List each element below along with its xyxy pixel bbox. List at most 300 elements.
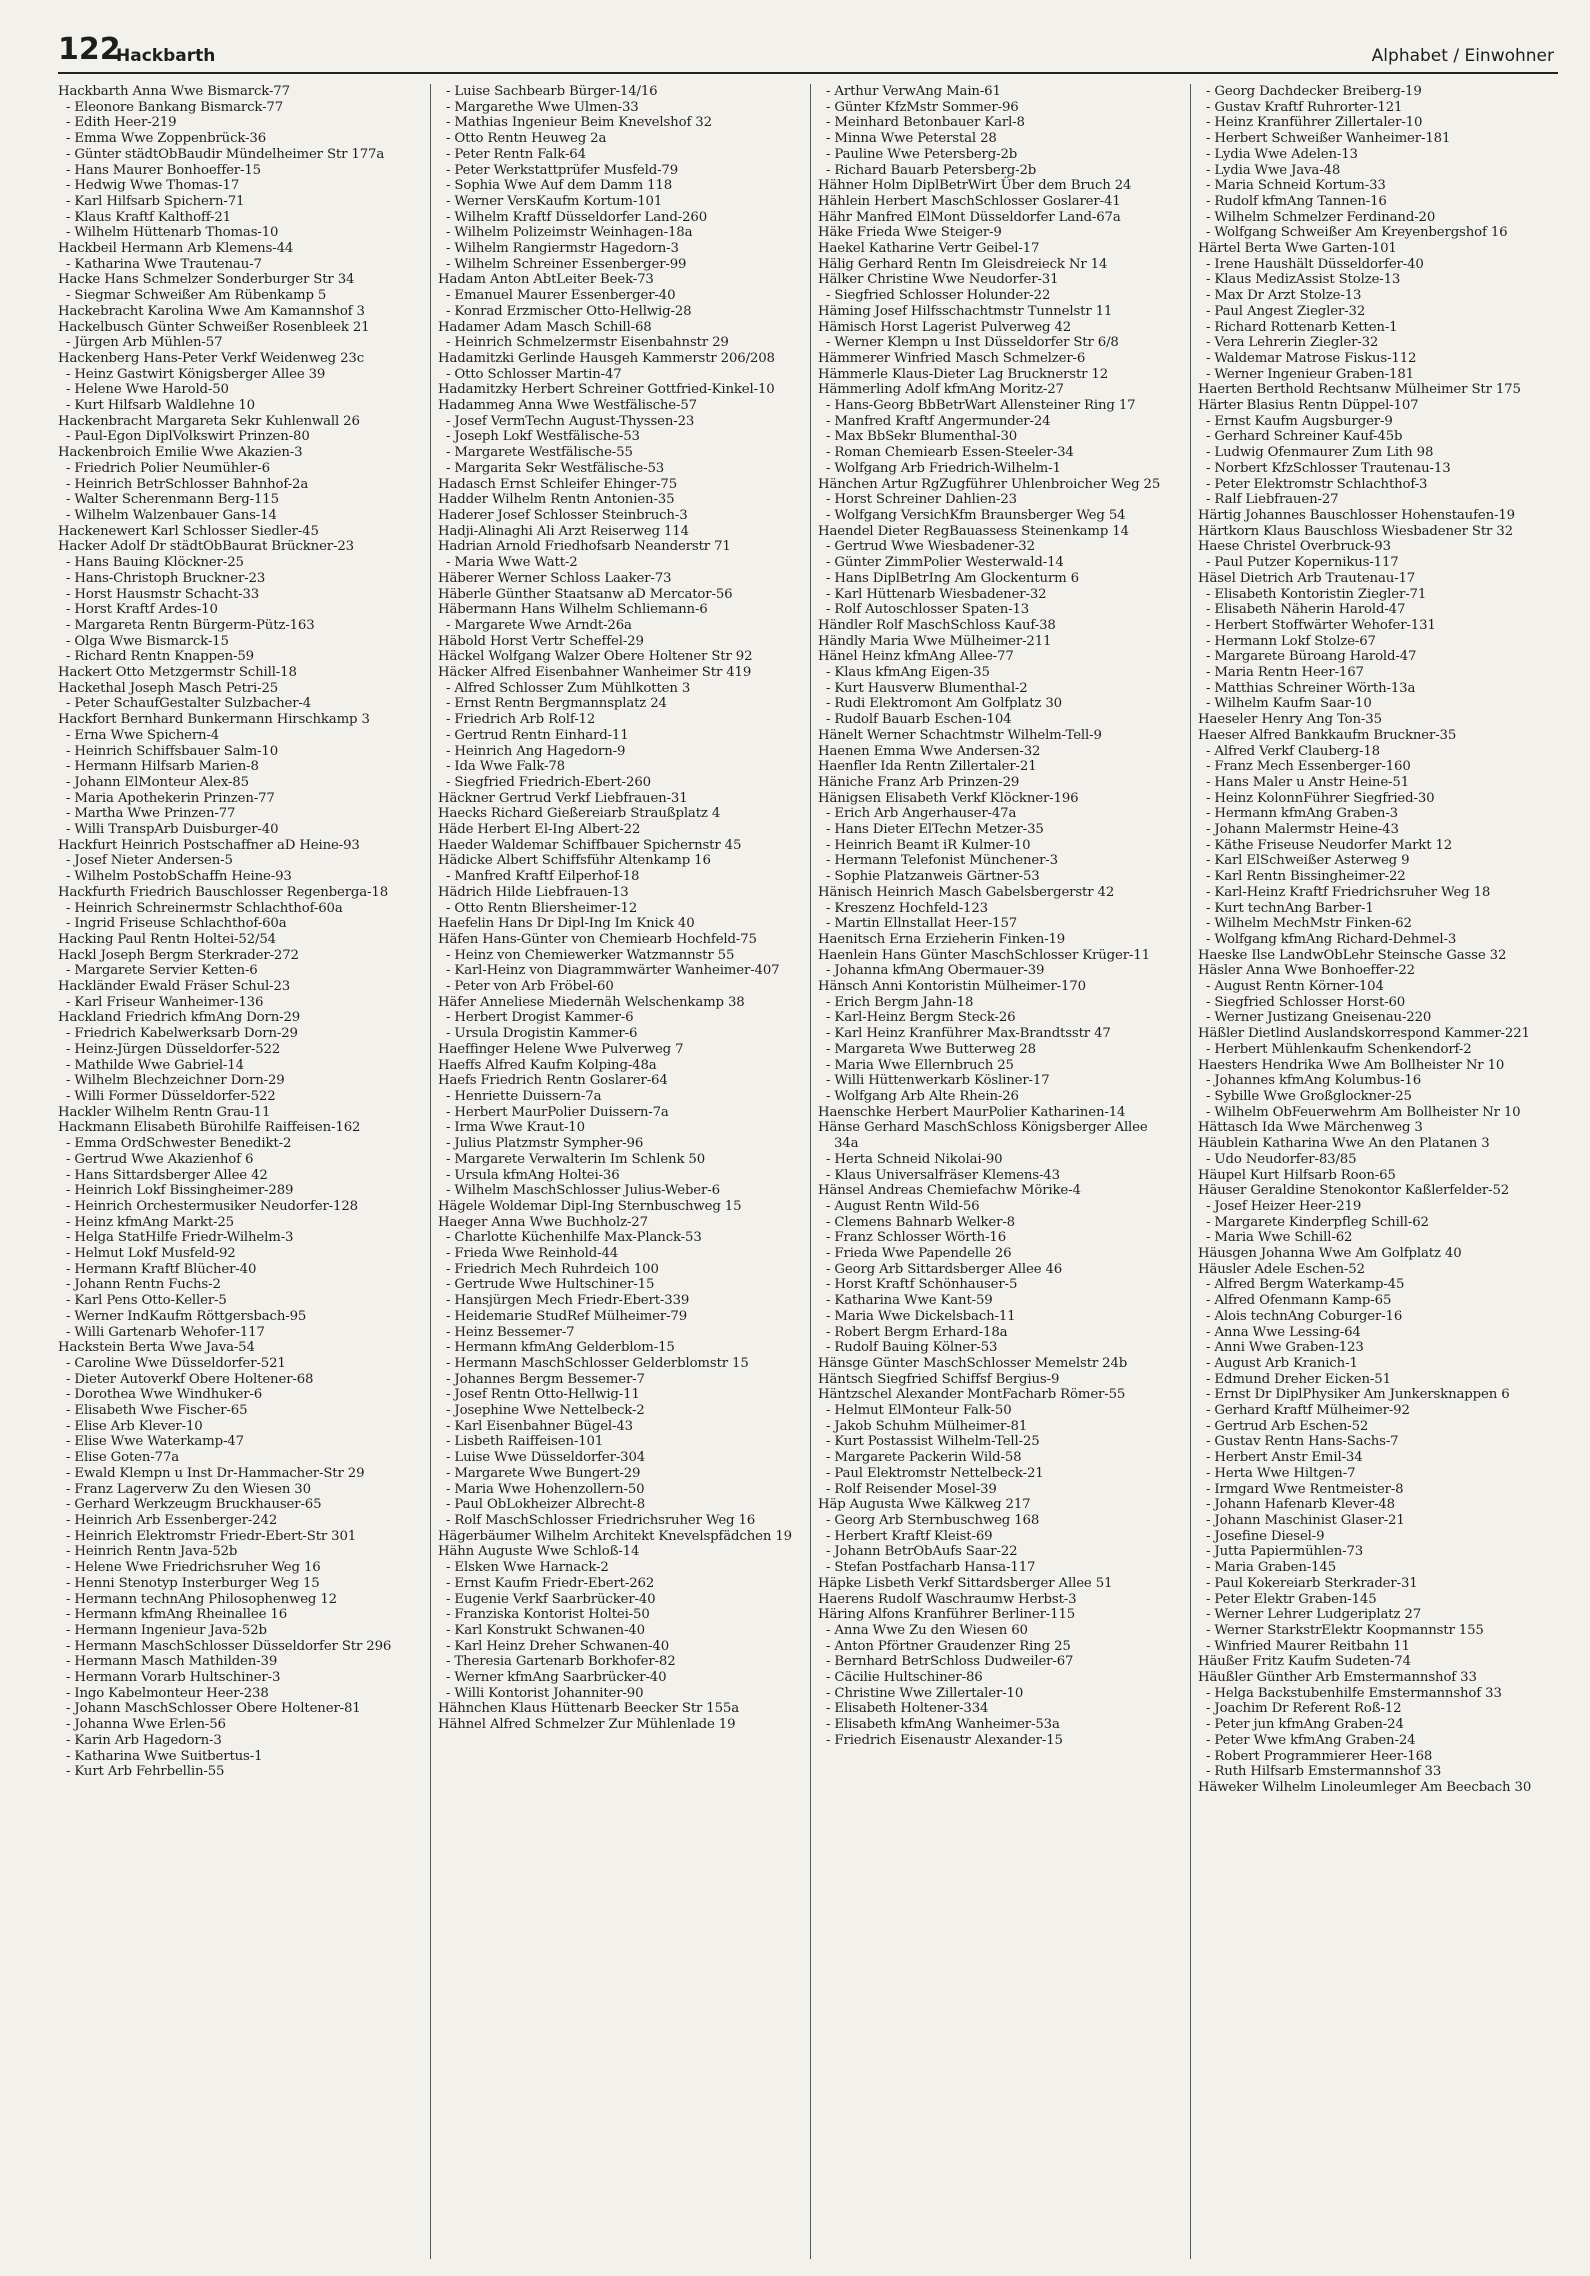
directory-entry: - Herbert Kraftf Kleist-69	[826, 1528, 993, 1544]
directory-entry: - Paul Angest Ziegler-32	[1206, 303, 1366, 319]
directory-entry: - Peter jun kfmAng Graben-24	[1206, 1717, 1404, 1733]
directory-entry: - Jakob Schuhm Mülheimer-81	[826, 1418, 1028, 1434]
directory-entry: Hägerbäumer Wilhelm Architekt Knevelspfädchen 19	[438, 1528, 792, 1544]
directory-entry: - Edith Heer-219	[66, 115, 177, 131]
directory-entry: - Margarete Kinderpfleg Schill-62	[1206, 1214, 1429, 1230]
directory-entry: - Olga Wwe Bismarck-15	[66, 633, 229, 649]
directory-entry: - Maria Rentn Heer-167	[1206, 665, 1364, 681]
directory-entry: Häbold Horst Vertr Scheffel-29	[438, 633, 644, 649]
directory-entry: - Rudolf Bauarb Eschen-104	[826, 712, 1012, 728]
directory-entry: - Herta Wwe Hiltgen-7	[1206, 1465, 1356, 1481]
directory-entry: - Friedrich Eisenaustr Alexander-15	[826, 1732, 1063, 1748]
directory-entry: - Wilhelm Schmelzer Ferdinand-20	[1206, 209, 1436, 225]
directory-entry: - Franz Lagerverw Zu den Wiesen 30	[66, 1481, 311, 1497]
directory-entry: Hämmerling Adolf kfmAng Moritz-27	[818, 382, 1064, 398]
directory-entry: - Hansjürgen Mech Friedr-Ebert-339	[446, 1293, 690, 1309]
directory-entry: - Ida Wwe Falk-78	[446, 759, 565, 775]
directory-entry: - Margarita Sekr Westfälische-53	[446, 460, 665, 476]
directory-entry: - Heinrich Beamt iR Kulmer-10	[826, 837, 1031, 853]
column-divider	[430, 84, 431, 2259]
directory-entry: - Hans-Christoph Bruckner-23	[66, 570, 266, 586]
directory-entry: Hackethal Joseph Masch Petri-25	[58, 680, 279, 696]
directory-entry: - Josef Rentn Otto-Hellwig-11	[446, 1387, 640, 1403]
directory-entry: - Friedrich Polier Neumühler-6	[66, 460, 270, 476]
directory-entry: Haenen Emma Wwe Andersen-32	[818, 743, 1041, 759]
directory-entry: Hackebracht Karolina Wwe Am Kamannshof 3	[58, 303, 365, 319]
directory-entry: - Theresia Gartenarb Borkhofer-82	[446, 1654, 676, 1670]
directory-entry: - Wilhelm Schreiner Essenberger-99	[446, 256, 687, 272]
directory-entry: Häberer Werner Schloss Laaker-73	[438, 570, 672, 586]
directory-entry: - August Rentn Körner-104	[1206, 979, 1384, 995]
directory-entry: - Johann Hafenarb Klever-48	[1206, 1497, 1395, 1513]
directory-entry: - Clemens Bahnarb Welker-8	[826, 1214, 1015, 1230]
directory-entry: - Henni Stenotyp Insterburger Weg 15	[66, 1575, 320, 1591]
directory-entry: Hackler Wilhelm Rentn Grau-11	[58, 1104, 271, 1120]
directory-entry: - Peter Wwe kfmAng Graben-24	[1206, 1732, 1416, 1748]
directory-entry: - Margarete Westfälische-55	[446, 445, 633, 461]
directory-entry: - Wilhelm Hüttenarb Thomas-10	[66, 225, 279, 241]
directory-entry: Haecks Richard Gießereiarb Straußplatz 4	[438, 806, 721, 822]
directory-entry: - Josephine Wwe Nettelbeck-2	[446, 1403, 645, 1419]
directory-entry: - Johann Rentn Fuchs-2	[66, 1277, 221, 1293]
directory-entry: - Hans Dieter ElTechn Metzer-35	[826, 822, 1044, 838]
directory-entry: Haeseler Henry Ang Ton-35	[1198, 712, 1382, 728]
directory-entry: - Johann ElMonteur Alex-85	[66, 774, 249, 790]
directory-entry: - Hermann Vorarb Hultschiner-3	[66, 1670, 281, 1686]
directory-entry: - Max Dr Arzt Stolze-13	[1206, 288, 1362, 304]
directory-entry: - Ewald Klempn u Inst Dr-Hammacher-Str 29	[66, 1465, 365, 1481]
directory-entry: - Otto Rentn Bliersheimer-12	[446, 900, 638, 916]
directory-entry: Häberle Günther Staatsanw aD Mercator-56	[438, 586, 733, 602]
directory-entry: Häweker Wilhelm Linoleumleger Am Beecbach 30	[1198, 1779, 1532, 1795]
directory-entry: - Heinrich Arb Essenberger-242	[66, 1512, 278, 1528]
directory-entry: - Max BbSekr Blumenthal-30	[826, 429, 1018, 445]
directory-entry: - Werner Klempn u Inst Düsseldorfer Str 6/8	[826, 335, 1119, 351]
directory-entry: - Gertrud Arb Eschen-52	[1206, 1418, 1369, 1434]
directory-entry: - Gerhard Werkzeugm Bruckhauser-65	[66, 1497, 322, 1513]
directory-entry: - Ludwig Ofenmaurer Zum Lith 98	[1206, 445, 1434, 461]
directory-entry: - Werner kfmAng Saarbrücker-40	[446, 1670, 667, 1686]
directory-entry: - Margareta Rentn Bürgerm-Pütz-163	[66, 617, 315, 633]
directory-entry: - Herbert MaurPolier Duissern-7a	[446, 1104, 669, 1120]
directory-entry: - Günter städtObBaudir Mündelheimer Str 177a	[66, 146, 385, 162]
directory-entry: Hänse Gerhard MaschSchloss Königsberger Allee 34a	[818, 1120, 1148, 1152]
directory-entry: Häsel Dietrich Arb Trautenau-17	[1198, 570, 1416, 586]
directory-entry: - Anni Wwe Graben-123	[1206, 1340, 1364, 1356]
directory-entry: - Irene Haushält Düsseldorfer-40	[1206, 256, 1424, 272]
directory-entry: - Maria Wwe Schill-62	[1206, 1230, 1353, 1246]
directory-entry: - Friedrich Arb Rolf-12	[446, 712, 596, 728]
directory-entry: Hänsch Anni Kontoristin Mülheimer-170	[818, 979, 1086, 995]
directory-entry: - Kurt technAng Barber-1	[1206, 900, 1374, 916]
directory-entry: Häntzschel Alexander MontFacharb Römer-55	[818, 1387, 1126, 1403]
directory-entry: - Paul-Egon DiplVolkswirt Prinzen-80	[66, 429, 310, 445]
directory-entry: - Maria Wwe Watt-2	[446, 555, 578, 571]
directory-entry: - Heinz Bessemer-7	[446, 1324, 575, 1340]
directory-entry: - Rudolf kfmAng Tannen-16	[1206, 193, 1387, 209]
directory-entry: - Arthur VerwAng Main-61	[826, 84, 1001, 99]
directory-entry: Häp Augusta Wwe Kälkweg 217	[818, 1497, 1031, 1513]
directory-entry: - Elisabeth kfmAng Wanheimer-53a	[826, 1717, 1060, 1733]
directory-entry: - Karl Eisenbahner Bügel-43	[446, 1418, 633, 1434]
directory-entry: Hänel Heinz kfmAng Allee-77	[818, 649, 1014, 665]
directory-entry: Hackfurth Friedrich Bauschlosser Regenberga-18	[58, 884, 389, 900]
directory-entry: - Helmut ElMonteur Falk-50	[826, 1403, 1012, 1419]
directory-entry: - Gustav Kraftf Ruhrorter-121	[1206, 99, 1403, 115]
directory-entry: - Manfred Kraftf Angermunder-24	[826, 413, 1051, 429]
directory-entry: - Siegfried Schlosser Holunder-22	[826, 288, 1051, 304]
directory-entry: - Udo Neudorfer-83/85	[1206, 1151, 1357, 1167]
directory-entry: - Klaus Kraftf Kalthoff-21	[66, 209, 231, 225]
directory-entry: - Elsken Wwe Harnack-2	[446, 1560, 609, 1576]
directory-entry: - Karl-Heinz Kraftf Friedrichsruher Weg 18	[1206, 884, 1491, 900]
directory-entry: - Wilhelm Kraftf Düsseldorfer Land-260	[446, 209, 708, 225]
directory-entry: - Klaus Universalfräser Klemens-43	[826, 1167, 1060, 1183]
directory-entry: - Helene Wwe Friedrichsruher Weg 16	[66, 1560, 321, 1576]
directory-entry: - Meinhard Betonbauer Karl-8	[826, 115, 1025, 131]
directory-entry: - Paul Kokereiarb Sterkrader-31	[1206, 1575, 1418, 1591]
directory-entry: - Hans Bauing Klöckner-25	[66, 555, 244, 571]
directory-entry: - Gertrude Wwe Hultschiner-15	[446, 1277, 655, 1293]
directory-entry: - Kurt Hausverw Blumenthal-2	[826, 680, 1028, 696]
directory-entry: Häusgen Johanna Wwe Am Golfplatz 40	[1198, 1246, 1462, 1262]
directory-entry: - Karl Heinz Kranführer Max-Brandtsstr 47	[826, 1026, 1111, 1042]
directory-column-3	[818, 84, 1172, 2259]
directory-entry: - Rudi Elektromont Am Golfplatz 30	[826, 696, 1062, 712]
directory-entry: - Johann Malermstr Heine-43	[1206, 822, 1399, 838]
directory-entry: - Josef Heizer Heer-219	[1206, 1198, 1362, 1214]
directory-entry: Hackfort Bernhard Bunkermann Hirschkamp 3	[58, 712, 370, 728]
directory-entry: Häublein Katharina Wwe An den Platanen 3	[1198, 1136, 1490, 1152]
directory-entry: - Johanna kfmAng Obermauer-39	[826, 963, 1045, 979]
directory-entry: - Otto Schlosser Martin-47	[446, 366, 622, 382]
directory-entry: - Hans Maler u Anstr Heine-51	[1206, 774, 1410, 790]
directory-entry: - Rudolf Bauing Kölner-53	[826, 1340, 998, 1356]
directory-entry: - Wolfgang Arb Alte Rhein-26	[826, 1089, 1019, 1104]
directory-entry: Hadder Wilhelm Rentn Antonien-35	[438, 492, 675, 508]
directory-entry: - Margarete Verwalterin Im Schlenk 50	[446, 1151, 706, 1167]
directory-entry: Hackelbusch Günter Schweißer Rosenbleek 21	[58, 319, 370, 335]
directory-entry: - Karl Heinz Dreher Schwanen-40	[446, 1638, 670, 1654]
directory-entry: - Elisabeth Kontoristin Ziegler-71	[1206, 586, 1427, 602]
directory-entry: Härtel Berta Wwe Garten-101	[1198, 241, 1397, 257]
directory-entry: - Karl-Heinz Bergm Steck-26	[826, 1010, 1016, 1026]
directory-entry: - Elise Arb Klever-10	[66, 1418, 203, 1434]
directory-entry: Hänchen Artur RgZugführer Uhlenbroicher Weg 25	[818, 476, 1161, 492]
directory-entry: Hadasch Ernst Schleifer Ehinger-75	[438, 476, 678, 492]
directory-entry: - Wilhelm ObFeuerwehrm Am Bollheister Nr 10	[1206, 1104, 1521, 1120]
directory-entry: - Willi Former Düsseldorfer-522	[66, 1089, 276, 1104]
directory-entry: - Minna Wwe Peterstal 28	[826, 131, 997, 147]
directory-entry: - Anna Wwe Lessing-64	[1206, 1324, 1361, 1340]
directory-entry: - Robert Bergm Erhard-18a	[826, 1324, 1008, 1340]
directory-entry: - Margarete Büroang Harold-47	[1206, 649, 1417, 665]
directory-entry: - Maria Wwe Ellernbruch 25	[826, 1057, 1014, 1073]
directory-entry: - Alfred Ofenmann Kamp-65	[1206, 1293, 1392, 1309]
directory-entry: - Elisabeth Näherin Harold-47	[1206, 602, 1406, 618]
directory-entry: - Peter Werkstattprüfer Musfeld-79	[446, 162, 679, 178]
directory-entry: - Lydia Wwe Adelen-13	[1206, 146, 1358, 162]
directory-entry: - Horst Hausmstr Schacht-33	[66, 586, 260, 602]
directory-entry: Häbermann Hans Wilhelm Schliemann-6	[438, 602, 708, 618]
directory-entry: - Johann BetrObAufs Saar-22	[826, 1544, 1018, 1560]
directory-columns	[58, 84, 1558, 2259]
directory-entry: - Karl Hilfsarb Spichern-71	[66, 193, 245, 209]
directory-entry: - Heinrich Schreinermstr Schlachthof-60a	[66, 900, 343, 916]
directory-entry: - Karin Arb Hagedorn-3	[66, 1732, 222, 1748]
directory-entry: Häntsch Siegfried Schiffsf Bergius-9	[818, 1371, 1060, 1387]
directory-entry: Hackfurt Heinrich Postschaffner aD Heine-93	[58, 837, 360, 853]
directory-entry: - Frieda Wwe Papendelle 26	[826, 1246, 1012, 1262]
directory-entry: - Norbert KfzSchlosser Trautenau-13	[1206, 460, 1451, 476]
directory-entry: - Elisabeth Holtener-334	[826, 1701, 989, 1717]
directory-entry: - Elise Wwe Waterkamp-47	[66, 1434, 244, 1450]
directory-entry: - Alfred Schlosser Zum Mühlkotten 3	[446, 680, 691, 696]
directory-entry: - Hans-Georg BbBetrWart Allensteiner Ring 17	[826, 398, 1136, 414]
directory-entry: - Günter ZimmPolier Westerwald-14	[826, 555, 1064, 571]
directory-entry: - Karl Rentn Bissingheimer-22	[1206, 869, 1406, 885]
directory-entry: - August Arb Kranich-1	[1206, 1355, 1358, 1371]
directory-entry: - Georg Arb Sternbuschweg 168	[826, 1512, 1040, 1528]
directory-entry: - Kurt Postassist Wilhelm-Tell-25	[826, 1434, 1040, 1450]
directory-entry: - Peter Rentn Falk-64	[446, 146, 586, 162]
directory-entry: - Dorothea Wwe Windhuker-6	[66, 1387, 263, 1403]
directory-entry: - Hans DiplBetrIng Am Glockenturm 6	[826, 570, 1079, 586]
directory-entry: - Margarete Packerin Wild-58	[826, 1450, 1022, 1466]
directory-entry: - Peter Elektr Graben-145	[1206, 1591, 1377, 1607]
directory-entry: - Emanuel Maurer Essenberger-40	[446, 288, 676, 304]
directory-entry: Hadrian Arnold Friedhofsarb Neanderstr 71	[438, 539, 731, 555]
directory-column-4	[1198, 84, 1552, 2259]
directory-entry: Händly Maria Wwe Mülheimer-211	[818, 633, 1052, 649]
directory-entry: Häde Herbert El-Ing Albert-22	[438, 822, 641, 838]
directory-entry: Hackenbroich Emilie Wwe Akazien-3	[58, 445, 303, 461]
directory-entry: - Jürgen Arb Mühlen-57	[66, 335, 223, 351]
directory-entry: - Ernst Dr DiplPhysiker Am Junkersknappen 6	[1206, 1387, 1510, 1403]
directory-entry: - Anton Pförtner Graudenzer Ring 25	[826, 1638, 1071, 1654]
directory-entry: Hälig Gerhard Rentn Im Gleisdreieck Nr 14	[818, 256, 1108, 272]
directory-entry: - Horst Kraftf Schönhauser-5	[826, 1277, 1018, 1293]
directory-entry: - Franz Mech Essenberger-160	[1206, 759, 1411, 775]
directory-entry: - Johannes kfmAng Kolumbus-16	[1206, 1073, 1422, 1089]
directory-entry: - Hermann Ingenieur Java-52b	[66, 1622, 267, 1638]
directory-entry: - Otto Rentn Heuweg 2a	[446, 131, 607, 147]
directory-entry: Haesters Hendrika Wwe Am Bollheister Nr 10	[1198, 1057, 1505, 1073]
directory-entry: - Ernst Kaufm Augsburger-9	[1206, 413, 1393, 429]
directory-entry: - Katharina Wwe Trautenau-7	[66, 256, 262, 272]
directory-entry: - Wilhelm MechMstr Finken-62	[1206, 916, 1412, 932]
directory-entry: - Luise Sachbearb Bürger-14/16	[446, 84, 658, 99]
directory-entry: - Kurt Hilfsarb Waldlehne 10	[66, 398, 255, 414]
directory-entry: - Siegmar Schweißer Am Rübenkamp 5	[66, 288, 327, 304]
directory-entry: - Ingo Kabelmonteur Heer-238	[66, 1685, 269, 1701]
directory-entry: - Karl-Heinz von Diagrammwärter Wanheimer-407	[446, 963, 780, 979]
directory-entry: Hackbeil Hermann Arb Klemens-44	[58, 241, 294, 257]
directory-entry: Hägele Woldemar Dipl-Ing Sternbuschweg 15	[438, 1198, 742, 1214]
directory-entry: Hadamitzki Gerlinde Hausgeh Kammerstr 206/208	[438, 350, 775, 366]
directory-entry: - Hans Sittardsberger Allee 42	[66, 1167, 268, 1183]
directory-entry: Häsler Anna Wwe Bonhoeffer-22	[1198, 963, 1415, 979]
directory-entry: - Willi Gartenarb Wehofer-117	[66, 1324, 265, 1340]
directory-entry: - Irma Wwe Kraut-10	[446, 1120, 585, 1136]
directory-entry: Härter Blasius Rentn Düppel-107	[1198, 398, 1419, 414]
directory-entry: Hadji-Alinaghi Ali Arzt Reiserweg 114	[438, 523, 689, 539]
directory-entry: - Helga StatHilfe Friedr-Wilhelm-3	[66, 1230, 294, 1246]
directory-entry: Hadam Anton AbtLeiter Beek-73	[438, 272, 654, 288]
directory-entry: Häupel Kurt Hilfsarb Roon-65	[1198, 1167, 1396, 1183]
directory-entry: Hacker Adolf Dr städtObBaurat Brückner-23	[58, 539, 354, 555]
page-number: 122	[58, 32, 121, 67]
directory-entry: Haeffinger Helene Wwe Pulverweg 7	[438, 1041, 684, 1057]
directory-entry: - Gustav Rentn Hans-Sachs-7	[1206, 1434, 1399, 1450]
directory-entry: - Rolf Autoschlosser Spaten-13	[826, 602, 1030, 618]
directory-entry: - Hermann kfmAng Graben-3	[1206, 806, 1398, 822]
directory-entry: Hädrich Hilde Liebfrauen-13	[438, 884, 629, 900]
directory-entry: - Klaus kfmAng Eigen-35	[826, 665, 990, 681]
directory-entry: - Heinrich Ang Hagedorn-9	[446, 743, 626, 759]
directory-entry: - Gertrud Rentn Einhard-11	[446, 727, 629, 743]
directory-entry: - Cäcilie Hultschiner-86	[826, 1670, 983, 1686]
directory-entry: - Herbert Mühlenkaufm Schenkendorf-2	[1206, 1041, 1472, 1057]
directory-entry: - Richard Rottenarb Ketten-1	[1206, 319, 1398, 335]
directory-entry: - Gerhard Schreiner Kauf-45b	[1206, 429, 1403, 445]
directory-entry: - Paul Putzer Kopernikus-117	[1206, 555, 1399, 571]
directory-entry: - Margarethe Wwe Ulmen-33	[446, 99, 639, 115]
directory-entry: - Horst Schreiner Dahlien-23	[826, 492, 1017, 508]
directory-entry: - Hermann Telefonist Münchener-3	[826, 853, 1058, 869]
directory-entry: - Herta Schneid Nikolai-90	[826, 1151, 1003, 1167]
directory-entry: - Helga Backstubenhilfe Emstermannshof 33	[1206, 1685, 1502, 1701]
directory-entry: - Ernst Kaufm Friedr-Ebert-262	[446, 1575, 655, 1591]
directory-entry: - Johann MaschSchlosser Obere Holtener-81	[66, 1701, 361, 1717]
directory-entry: Hälker Christine Wwe Neudorfer-31	[818, 272, 1059, 288]
directory-entry: Hackländer Ewald Fräser Schul-23	[58, 979, 291, 995]
directory-entry: - Mathilde Wwe Gabriel-14	[66, 1057, 244, 1073]
directory-entry: - Bernhard BetrSchloss Dudweiler-67	[826, 1654, 1074, 1670]
directory-entry: Hählein Herbert MaschSchlosser Goslarer-41	[818, 193, 1121, 209]
directory-entry: - Horst Kraftf Ardes-10	[66, 602, 218, 618]
directory-entry: Hackland Friedrich kfmAng Dorn-29	[58, 1010, 301, 1026]
directory-entry: - Maria Schneid Kortum-33	[1206, 178, 1386, 194]
directory-entry: Hähn Auguste Wwe Schloß-14	[438, 1544, 640, 1560]
directory-column-1	[58, 84, 412, 2259]
directory-entry: - Paul Elektromstr Nettelbeck-21	[826, 1465, 1044, 1481]
directory-entry: - Maria Graben-145	[1206, 1560, 1337, 1576]
directory-entry: Hackenberg Hans-Peter Verkf Weidenweg 23c	[58, 350, 365, 366]
directory-entry: - Hermann Hilfsarb Marien-8	[66, 759, 259, 775]
directory-entry: - Anna Wwe Zu den Wiesen 60	[826, 1622, 1028, 1638]
directory-entry: - Karl Konstrukt Schwanen-40	[446, 1622, 645, 1638]
directory-entry: Hackenewert Karl Schlosser Siedler-45	[58, 523, 319, 539]
directory-entry: Häke Frieda Wwe Steiger-9	[818, 225, 1002, 241]
directory-entry: - Erna Wwe Spichern-4	[66, 727, 220, 743]
directory-entry: - Heinrich BetrSchlosser Bahnhof-2a	[66, 476, 309, 492]
directory-entry: Haeffs Alfred Kaufm Kolping-48a	[438, 1057, 657, 1073]
section-title: Alphabet / Einwohner	[1371, 46, 1554, 66]
directory-entry: - Dieter Autoverkf Obere Holtener-68	[66, 1371, 314, 1387]
directory-entry: - Franz Schlosser Wörth-16	[826, 1230, 1007, 1246]
directory-entry: - Irmgard Wwe Rentmeister-8	[1206, 1481, 1404, 1497]
directory-entry: - Peter von Arb Fröbel-60	[446, 979, 614, 995]
directory-entry: - Klaus MedizAssist Stolze-13	[1206, 272, 1401, 288]
directory-entry: Häpke Lisbeth Verkf Sittardsberger Allee 51	[818, 1575, 1113, 1591]
directory-entry: Hackmann Elisabeth Bürohilfe Raiffeisen-162	[58, 1120, 361, 1136]
directory-entry: - Werner Ingenieur Graben-181	[1206, 366, 1414, 382]
directory-entry: - Hermann Lokf Stolze-67	[1206, 633, 1376, 649]
directory-entry: - Heinrich Lokf Bissingheimer-289	[66, 1183, 294, 1199]
directory-entry: - Heinrich Schiffsbauer Salm-10	[66, 743, 279, 759]
directory-entry: Haderer Josef Schlosser Steinbruch-3	[438, 507, 688, 523]
directory-entry: - Margarete Wwe Bungert-29	[446, 1465, 641, 1481]
directory-entry: - Elise Goten-77a	[66, 1450, 180, 1466]
directory-entry: - Alfred Verkf Clauberg-18	[1206, 743, 1380, 759]
directory-entry: - Ralf Liebfrauen-27	[1206, 492, 1339, 508]
directory-entry: Haeske Ilse LandwObLehr Steinsche Gasse 32	[1198, 947, 1507, 963]
directory-entry: - Georg Dachdecker Breiberg-19	[1206, 84, 1422, 99]
directory-entry: - Wilhelm Kaufm Saar-10	[1206, 696, 1372, 712]
directory-entry: Haenschke Herbert MaurPolier Katharinen-14	[818, 1104, 1126, 1120]
directory-entry: - Wilhelm MaschSchlosser Julius-Weber-6	[446, 1183, 720, 1199]
directory-entry: Häniche Franz Arb Prinzen-29	[818, 774, 1020, 790]
directory-entry: - Hans Maurer Bonhoeffer-15	[66, 162, 261, 178]
directory-entry: - Siegfried Schlosser Horst-60	[1206, 994, 1406, 1010]
directory-entry: - Alois technAng Coburger-16	[1206, 1308, 1403, 1324]
directory-entry: - Heinz Gastwirt Königsberger Allee 39	[66, 366, 326, 382]
directory-entry: - Gerhard Kraftf Mülheimer-92	[1206, 1403, 1410, 1419]
directory-entry: - Henriette Duissern-7a	[446, 1089, 602, 1104]
directory-entry: Haenlein Hans Günter MaschSchlosser Krüger-11	[818, 947, 1150, 963]
directory-entry: Hackstein Berta Wwe Java-54	[58, 1340, 255, 1356]
column-divider	[1190, 84, 1191, 2259]
directory-entry: Häcker Alfred Eisenbahner Wanheimer Str 419	[438, 665, 752, 681]
directory-entry: - Heinz-Jürgen Düsseldorfer-522	[66, 1041, 281, 1057]
directory-entry: - Herbert Drogist Kammer-6	[446, 1010, 634, 1026]
directory-entry: - Heinrich Rentn Java-52b	[66, 1544, 238, 1560]
directory-entry: - Frieda Wwe Reinhold-44	[446, 1246, 619, 1262]
directory-entry: - Hermann technAng Philosophenweg 12	[66, 1591, 337, 1607]
directory-entry: - Friedrich Mech Ruhrdeich 100	[446, 1261, 659, 1277]
directory-entry: - Lydia Wwe Java-48	[1206, 162, 1341, 178]
directory-entry: Hämisch Horst Lagerist Pulverweg 42	[818, 319, 1072, 335]
directory-entry: Hähnchen Klaus Hüttenarb Beecker Str 155a	[438, 1701, 740, 1717]
directory-entry: - Wolfgang Schweißer Am Kreyenbergshof 16	[1206, 225, 1508, 241]
directory-entry: - Ingrid Friseuse Schlachthof-60a	[66, 916, 287, 932]
directory-entry: Hähner Holm DiplBetrWirt Über dem Bruch 24	[818, 178, 1132, 194]
directory-entry: Händler Rolf MaschSchloss Kauf-38	[818, 617, 1056, 633]
directory-entry: - Wolfgang Arb Friedrich-Wilhelm-1	[826, 460, 1061, 476]
directory-entry: - August Rentn Wild-56	[826, 1198, 980, 1214]
directory-entry: - Sophie Platzanweis Gärtner-53	[826, 869, 1040, 885]
directory-entry: Hackbarth Anna Wwe Bismarck-77	[58, 84, 290, 99]
directory-entry: - Margareta Wwe Butterweg 28	[826, 1041, 1036, 1057]
directory-entry: - Martha Wwe Prinzen-77	[66, 806, 236, 822]
directory-entry: - Vera Lehrerin Ziegler-32	[1206, 335, 1379, 351]
directory-entry: - Heinz KolonnFührer Siegfried-30	[1206, 790, 1435, 806]
directory-entry: Häuser Geraldine Stenokontor Kaßlerfelder-52	[1198, 1183, 1510, 1199]
directory-entry: - Herbert Anstr Emil-34	[1206, 1450, 1363, 1466]
directory-entry: - Karl Pens Otto-Keller-5	[66, 1293, 227, 1309]
directory-entry: - Werner VersKaufm Kortum-101	[446, 193, 663, 209]
directory-entry: Haeger Anna Wwe Buchholz-27	[438, 1214, 648, 1230]
directory-entry: - Siegfried Friedrich-Ebert-260	[446, 774, 651, 790]
directory-entry: - Ernst Rentn Bergmannsplatz 24	[446, 696, 667, 712]
directory-entry: - Matthias Schreiner Wörth-13a	[1206, 680, 1416, 696]
directory-entry: - Wilhelm PostobSchaffn Heine-93	[66, 869, 292, 885]
directory-entry: - Karl ElSchweißer Asterweg 9	[1206, 853, 1410, 869]
directory-entry: Häußler Günther Arb Emstermannshof 33	[1198, 1670, 1477, 1686]
directory-entry: - Wilhelm Blechzeichner Dorn-29	[66, 1073, 285, 1089]
directory-entry: Härtkorn Klaus Bauschloss Wiesbadener Str 32	[1198, 523, 1513, 539]
